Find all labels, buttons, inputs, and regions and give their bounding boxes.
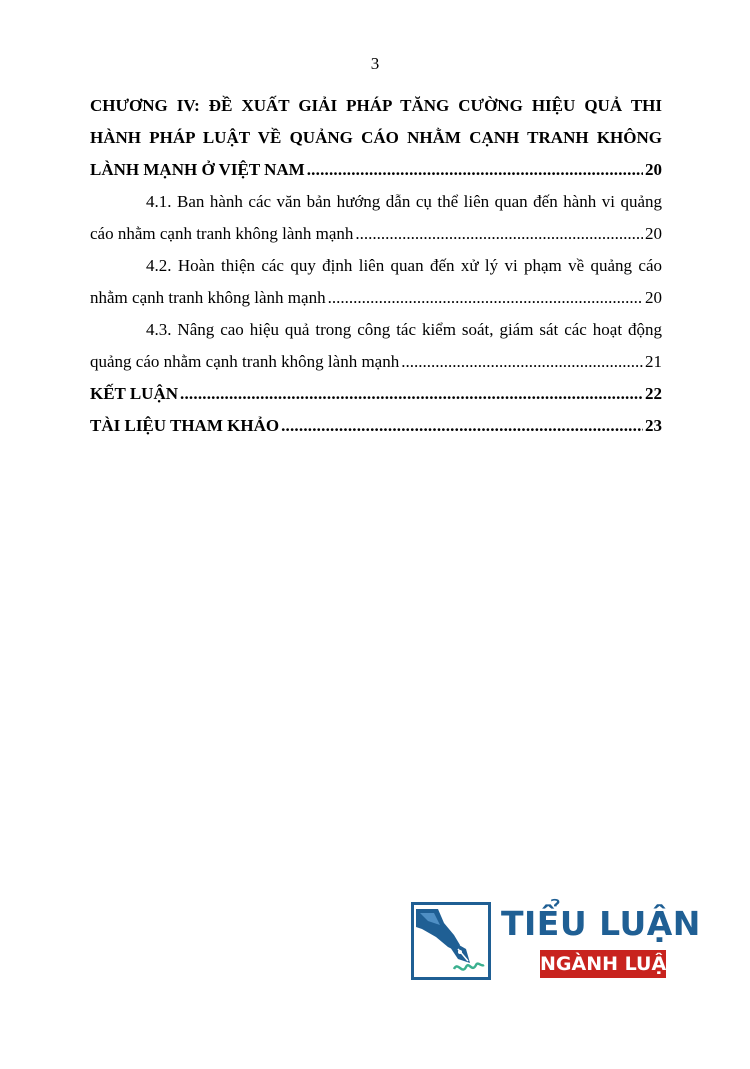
logo-title: TIỂU LUẬN (501, 904, 701, 943)
dot-leader (401, 346, 643, 378)
toc-entry-text-line: 4.1. Ban hành các văn bản hướng dẫn cụ thể liên quan đến hành vi quảng (146, 192, 662, 211)
dot-leader (328, 282, 643, 314)
toc-entry-text-line: HÀNH PHÁP LUẬT VỀ QUẢNG CÁO NHẰM CẠNH TRANH KHÔNG (90, 128, 662, 147)
toc-page-number: 20 (645, 288, 662, 307)
toc-entry-section-4-2[interactable] (90, 250, 662, 314)
toc-page-number: 23 (645, 416, 662, 435)
table-of-contents (90, 90, 662, 442)
page-number: 3 (370, 54, 380, 73)
toc-entry-text-line: CHƯƠNG IV: ĐỀ XUẤT GIẢI PHÁP TĂNG CƯỜNG HIỆU QUẢ THI (90, 96, 662, 115)
toc-entry-text-line: cáo nhằm cạnh tranh không lành mạnh (90, 224, 354, 243)
toc-page-number: 20 (645, 224, 662, 243)
toc-entry-text-line: KẾT LUẬN (90, 384, 179, 403)
toc-page-number: 20 (645, 160, 662, 179)
toc-entry-text-line: 4.3. Nâng cao hiệu quả trong công tác kiểm soát, giám sát các hoạt động (146, 320, 662, 339)
toc-page-number: 22 (645, 384, 662, 403)
dot-leader (180, 378, 643, 410)
toc-entry-text-line: LÀNH MẠNH Ở VIỆT NAM (90, 160, 305, 179)
site-logo (411, 902, 701, 982)
pen-nib-icon (414, 964, 488, 981)
toc-entry-text-line: 4.2. Hoàn thiện các quy định liên quan đến xử lý vi phạm về quảng cáo (146, 256, 662, 275)
dot-leader (281, 410, 643, 442)
toc-entry-chapter-4[interactable] (90, 90, 662, 186)
toc-entry-text-line: TÀI LIỆU THAM KHẢO (90, 416, 280, 435)
toc-entry-text-line: quảng cáo nhằm cạnh tranh không lành mạnh (90, 352, 400, 371)
logo-subtitle: NGÀNH LUẬT (540, 950, 666, 978)
dot-leader (355, 218, 643, 250)
toc-page-number: 21 (645, 352, 662, 371)
dot-leader (307, 154, 643, 186)
logo-emblem (411, 902, 491, 980)
toc-entry-references[interactable] (90, 410, 662, 442)
toc-entry-conclusion[interactable] (90, 378, 662, 410)
toc-entry-text-line: nhằm cạnh tranh không lành mạnh (90, 288, 326, 307)
toc-entry-section-4-1[interactable] (90, 186, 662, 250)
toc-entry-section-4-3[interactable] (90, 314, 662, 378)
